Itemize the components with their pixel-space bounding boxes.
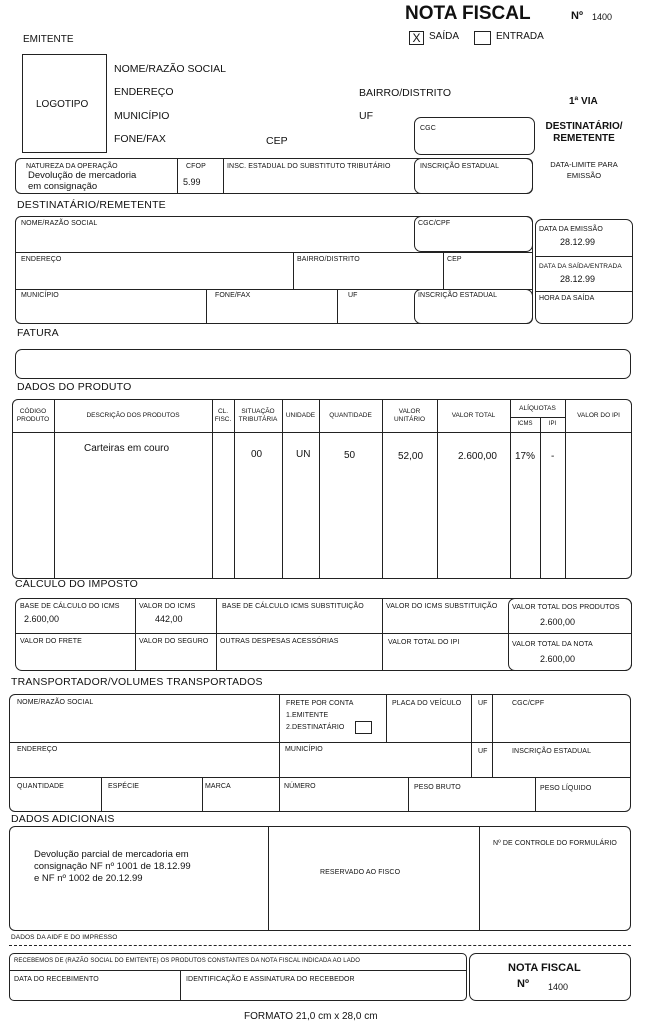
emitente-bairro-label: BAIRRO/DISTRITO xyxy=(359,87,451,99)
fatura-section: FATURA xyxy=(17,327,59,339)
controle-formulario-label: Nº DE CONTROLE DO FORMULÁRIO xyxy=(493,840,617,847)
emitente-fone-label: FONE/FAX xyxy=(114,133,166,145)
dest-uf-label: UF xyxy=(348,292,358,299)
outras-label: OUTRAS DESPESAS ACESSÓRIAS xyxy=(220,638,339,645)
entrada-label: ENTRADA xyxy=(496,31,544,42)
identificacao-label: IDENTIFICAÇÃO E ASSINATURA DO RECEBEDOR xyxy=(186,976,355,983)
especie-label: ESPÉCIE xyxy=(108,783,140,790)
total-produtos-value[interactable]: 2.600,00 xyxy=(540,617,576,627)
transp-uf-label: UF xyxy=(478,700,488,707)
formato-label: FORMATO 21,0 cm x 28,0 cm xyxy=(244,1011,378,1022)
transp-endereco-label: ENDEREÇO xyxy=(17,746,58,753)
item-icms: 17% xyxy=(515,451,536,462)
frete-opt1-label: 1.EMITENTE xyxy=(286,712,329,719)
recebemos-label: RECEBEMOS DE (RAZÃO SOCIAL DO EMITENTE) OS PRODUTOS CONSTANTES DA NOTA FISCAL INDICADA AO LADO xyxy=(14,958,361,964)
transp-cgc-label: CGC/CPF xyxy=(512,700,545,707)
col-valor-unitario: VALOR UNITÁRIO xyxy=(393,408,426,423)
emitente-municipio-label: MUNICÍPIO xyxy=(114,110,170,122)
item-valor-unitario: 52,00 xyxy=(398,451,424,462)
total-produtos-label: VALOR TOTAL DOS PRODUTOS xyxy=(512,604,620,611)
aidf-label: DADOS DA AIDF E DO IMPRESSO xyxy=(11,934,118,941)
item-unidade: UN xyxy=(296,449,311,460)
base-icms-value[interactable]: 2.600,00 xyxy=(24,614,60,624)
insc-subst-label: INSC. ESTADUAL DO SUBSTITUTO TRIBUTÁRIO xyxy=(227,163,391,170)
imposto-section: CÁLCULO DO IMPOSTO xyxy=(15,578,139,590)
emitente-cgc-label: CGC xyxy=(420,125,436,132)
datas-box xyxy=(535,219,633,324)
quantidade-label: QUANTIDADE xyxy=(17,783,64,790)
transp-municipio-label: MUNICÍPIO xyxy=(285,746,323,753)
frete-opt2-label: 2.DESTINATÁRIO xyxy=(286,724,345,731)
data-saida-label: DATA DA SAÍDA/ENTRADA xyxy=(539,263,622,270)
nota-fiscal-title: NOTA FISCAL xyxy=(405,3,531,24)
dest-fone-label: FONE/FAX xyxy=(215,292,251,299)
canhoto-nf-box xyxy=(469,953,631,1001)
via-destinatario: DESTINATÁRIO/ REMETENTE xyxy=(545,121,623,144)
cfop-label: CFOP xyxy=(186,163,206,170)
hora-saida-label: HORA DA SAÍDA xyxy=(539,295,595,302)
natureza-value[interactable]: Devolução de mercadoria em consignação xyxy=(28,170,137,192)
item-descricao: Carteiras em couro xyxy=(84,443,170,454)
col-valor-total: VALOR TOTAL xyxy=(451,412,496,420)
data-limite-label: DATA-LIMITE PARA EMISSÃO xyxy=(550,160,618,181)
base-icms-label: BASE DE CÁLCULO DO ICMS xyxy=(20,603,120,610)
col-ipi: IPI xyxy=(548,421,557,428)
data-emissao-value[interactable]: 28.12.99 xyxy=(560,237,596,247)
col-codigo: CÓDIGO PRODUTO xyxy=(16,408,50,423)
saida-label: SAÍDA xyxy=(429,31,460,42)
frete-label: VALOR DO FRETE xyxy=(20,638,82,645)
valor-subst-label: VALOR DO ICMS SUBSTITUIÇÃO xyxy=(386,603,498,610)
canhoto-nf-title: NOTA FISCAL xyxy=(508,962,581,974)
numero-vol-label: NÚMERO xyxy=(284,783,316,790)
col-icms: ICMS xyxy=(517,421,533,428)
cut-line xyxy=(9,945,631,946)
entrada-checkbox[interactable] xyxy=(474,31,491,45)
base-subst-label: BASE DE CÁLCULO ICMS SUBSTITUIÇÃO xyxy=(222,603,364,610)
dest-insc-label: INSCRIÇÃO ESTADUAL xyxy=(418,292,498,299)
dest-endereco-label: ENDEREÇO xyxy=(21,256,62,263)
saida-checkbox[interactable]: X xyxy=(409,31,424,45)
cfop-value[interactable]: 5.99 xyxy=(183,177,201,187)
total-nota-label: VALOR TOTAL DA NOTA xyxy=(512,641,593,648)
col-cl-fisc: CL. FISC. xyxy=(214,408,232,423)
dest-bairro-label: BAIRRO/DISTRITO xyxy=(297,256,360,263)
col-quantidade: QUANTIDADE xyxy=(329,412,372,420)
frete-checkbox[interactable] xyxy=(355,721,372,734)
col-descricao: DESCRIÇÃO DOS PRODUTOS xyxy=(86,412,180,420)
natureza-label: NATUREZA DA OPERAÇÃO xyxy=(26,163,118,170)
col-valor-ipi: VALOR DO IPI xyxy=(577,412,620,420)
via-label: 1ª VIA xyxy=(569,96,598,107)
total-nota-value[interactable]: 2.600,00 xyxy=(540,654,576,664)
adicionais-texto[interactable]: Devolução parcial de mercadoria em consignação NF nº 1001 de 18.12.99 e NF nº 1002 de 20.12.99 xyxy=(34,849,191,884)
adicionais-section: DADOS ADICIONAIS xyxy=(11,813,115,825)
canhoto-nf-num: 1400 xyxy=(548,982,569,992)
item-quantidade: 50 xyxy=(344,450,356,461)
data-recebimento-label: DATA DO RECEBIMENTO xyxy=(14,976,99,983)
reservado-fisco-label: RESERVADO AO FISCO xyxy=(320,869,401,876)
fatura-box[interactable] xyxy=(15,349,631,379)
logotipo-label: LOGOTIPO xyxy=(36,99,89,110)
transp-uf2-label: UF xyxy=(478,748,488,755)
emitente-cgc-box[interactable] xyxy=(414,117,535,155)
frete-conta-label: FRETE POR CONTA xyxy=(286,700,354,707)
emitente-endereco-label: ENDEREÇO xyxy=(114,86,174,98)
insc-estadual-label: INSCRIÇÃO ESTADUAL xyxy=(420,163,500,170)
marca-label: MARCA xyxy=(205,783,231,790)
numero-label: Nº xyxy=(571,10,583,22)
peso-liquido-label: PESO LÍQUIDO xyxy=(540,785,592,792)
peso-bruto-label: PESO BRUTO xyxy=(414,784,461,791)
transportador-section: TRANSPORTADOR/VOLUMES TRANSPORTADOS xyxy=(11,676,263,688)
emitente-uf-label: UF xyxy=(359,110,373,122)
emitente-label: EMITENTE xyxy=(23,34,74,45)
col-unidade: UNIDADE xyxy=(285,412,316,420)
dest-cep-label: CEP xyxy=(447,256,462,263)
data-saida-value[interactable]: 28.12.99 xyxy=(560,274,596,284)
item-situacao: 00 xyxy=(251,449,263,460)
seguro-label: VALOR DO SEGURO xyxy=(139,638,209,645)
data-emissao-label: DATA DA EMISSÃO xyxy=(539,226,603,233)
numero-value: 1400 xyxy=(592,12,613,22)
canhoto-nf-num-label: Nº xyxy=(517,978,529,990)
valor-icms-value[interactable]: 442,00 xyxy=(155,614,183,624)
total-ipi-label: VALOR TOTAL DO IPI xyxy=(388,639,460,646)
valor-icms-label: VALOR DO ICMS xyxy=(139,603,196,610)
emitente-nome-label: NOME/RAZÃO SOCIAL xyxy=(114,63,227,75)
col-aliquotas: ALÍQUOTAS xyxy=(519,404,556,412)
transp-nome-label: NOME/RAZÃO SOCIAL xyxy=(17,699,94,706)
dest-nome-label: NOME/RAZÃO SOCIAL xyxy=(21,220,98,227)
item-valor-total: 2.600,00 xyxy=(458,451,497,462)
placa-label: PLACA DO VEÍCULO xyxy=(392,700,462,707)
transp-insc-label: INSCRIÇÃO ESTADUAL xyxy=(512,748,592,755)
emitente-cep-label: CEP xyxy=(266,135,288,147)
produtos-section: DADOS DO PRODUTO xyxy=(17,381,132,393)
dest-cgc-label: CGC/CPF xyxy=(418,220,451,227)
item-ipi: - xyxy=(551,451,555,462)
dest-municipio-label: MUNICÍPIO xyxy=(21,292,59,299)
destinatario-section: DESTINATÁRIO/REMETENTE xyxy=(17,199,166,211)
col-situacao: SITUAÇÃO TRIBUTÁRIA xyxy=(238,408,278,423)
